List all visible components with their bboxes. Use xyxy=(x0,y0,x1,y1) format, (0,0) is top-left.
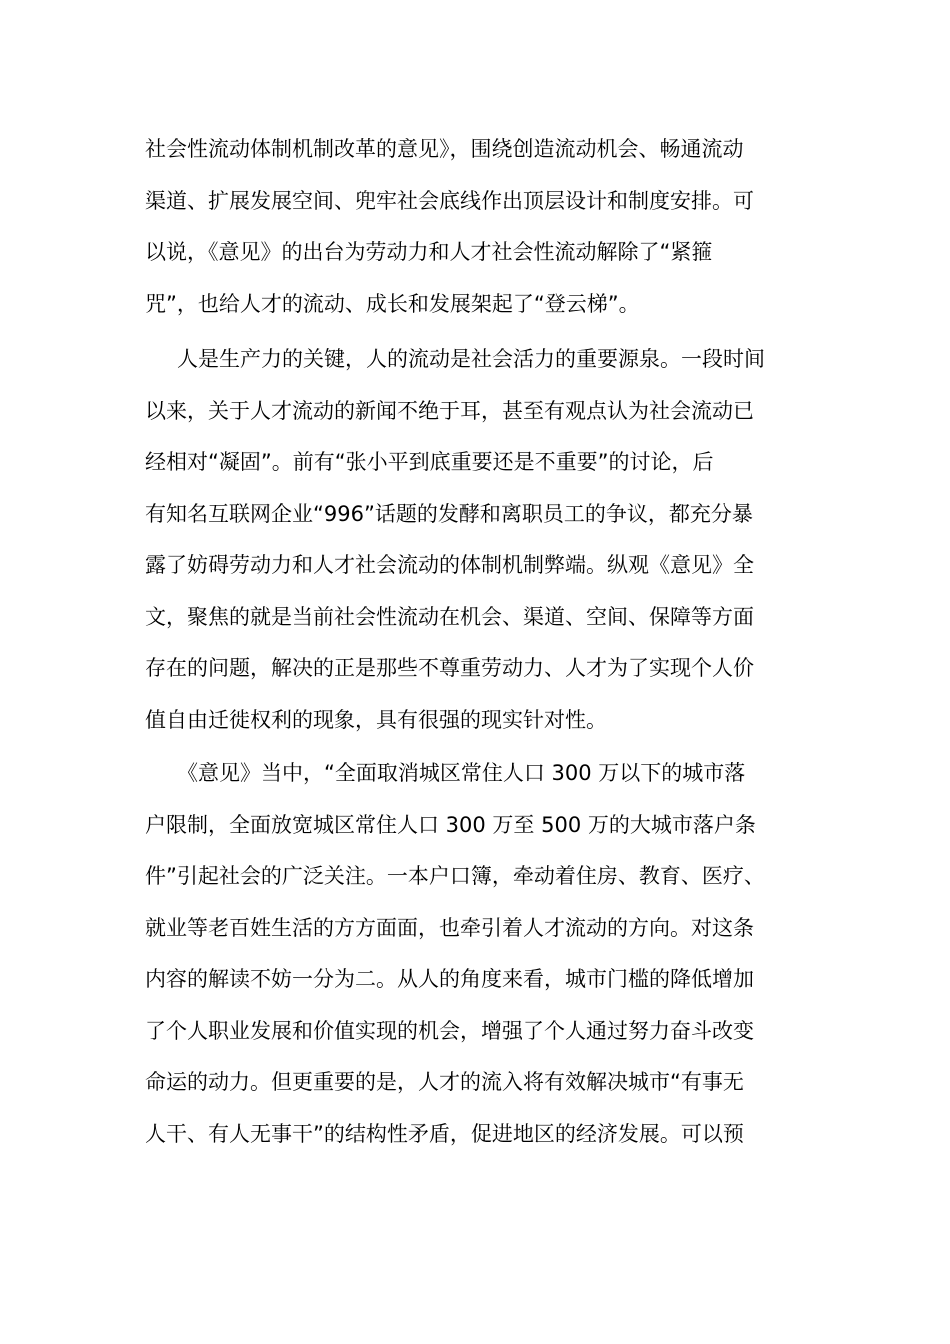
text-line: 《意见》当中，“全面取消城区常住人口 300 万以下的城市落 xyxy=(177,761,746,785)
text-line: 以说，《意见》的出台为劳动力和人才社会性流动解除了“紧箍 xyxy=(145,240,713,264)
text-line: 户限制，全面放宽城区常住人口 300 万至 500 万的大城市落户条 xyxy=(145,812,756,837)
text-line: 存在的问题，解决的正是那些不尊重劳动力、人才为了实现个人价 xyxy=(145,656,754,680)
text-line: 人干、有人无事干”的结构性矛盾，促进地区的经济发展。可以预 xyxy=(145,1121,744,1146)
paragraph-3 xyxy=(145,748,810,1160)
text-line: 值自由迁徙权利的现象，具有很强的现实针对性。 xyxy=(145,707,607,732)
text-line: 件”引起社会的广泛关注。一本户口簿，牵动着住房、教育、医疗、 xyxy=(145,864,765,888)
text-line: 了个人职业发展和价值实现的机会，增强了个人通过努力奋斗改变 xyxy=(145,1018,754,1043)
text-line: 咒”，也给人才的流动、成长和发展架起了“登云梯”。 xyxy=(145,291,640,316)
text-line: 就业等老百姓生活的方方面面，也牵引着人才流动的方向。对这条 xyxy=(145,915,754,940)
text-line: 渠道、扩展发展空间、兜牢社会底线作出顶层设计和制度安排。可 xyxy=(145,188,754,213)
text-line: 以来，关于人才流动的新闻不绝于耳，甚至有观点认为社会流动已 xyxy=(145,398,754,423)
text-line: 内容的解读不妨一分为二。从人的角度来看，城市门槛的降低增加 xyxy=(145,967,754,991)
paragraph-2 xyxy=(145,334,810,746)
text-line: 有知名互联网企业“996”话题的发酵和离职员工的争议，都充分暴 xyxy=(145,501,753,526)
text-line: 人是生产力的关键，人的流动是社会活力的重要源泉。一段时间 xyxy=(177,347,765,371)
text-line: 社会性流动体制机制改革的意见》，围绕创造流动机会、畅通流动 xyxy=(145,137,744,161)
text-line: 命运的动力。但更重要的是，人才的流入将有效解决城市“有事无 xyxy=(145,1070,744,1094)
text-line: 经相对“凝固”。前有“张小平到底重要还是不重要”的讨论，后 xyxy=(145,450,714,474)
paragraph-1 xyxy=(145,124,810,330)
text-line: 文，聚焦的就是当前社会性流动在机会、渠道、空间、保障等方面 xyxy=(145,604,754,629)
text-line: 露了妨碍劳动力和人才社会流动的体制机制弊端。纵观《意见》全 xyxy=(145,553,754,577)
